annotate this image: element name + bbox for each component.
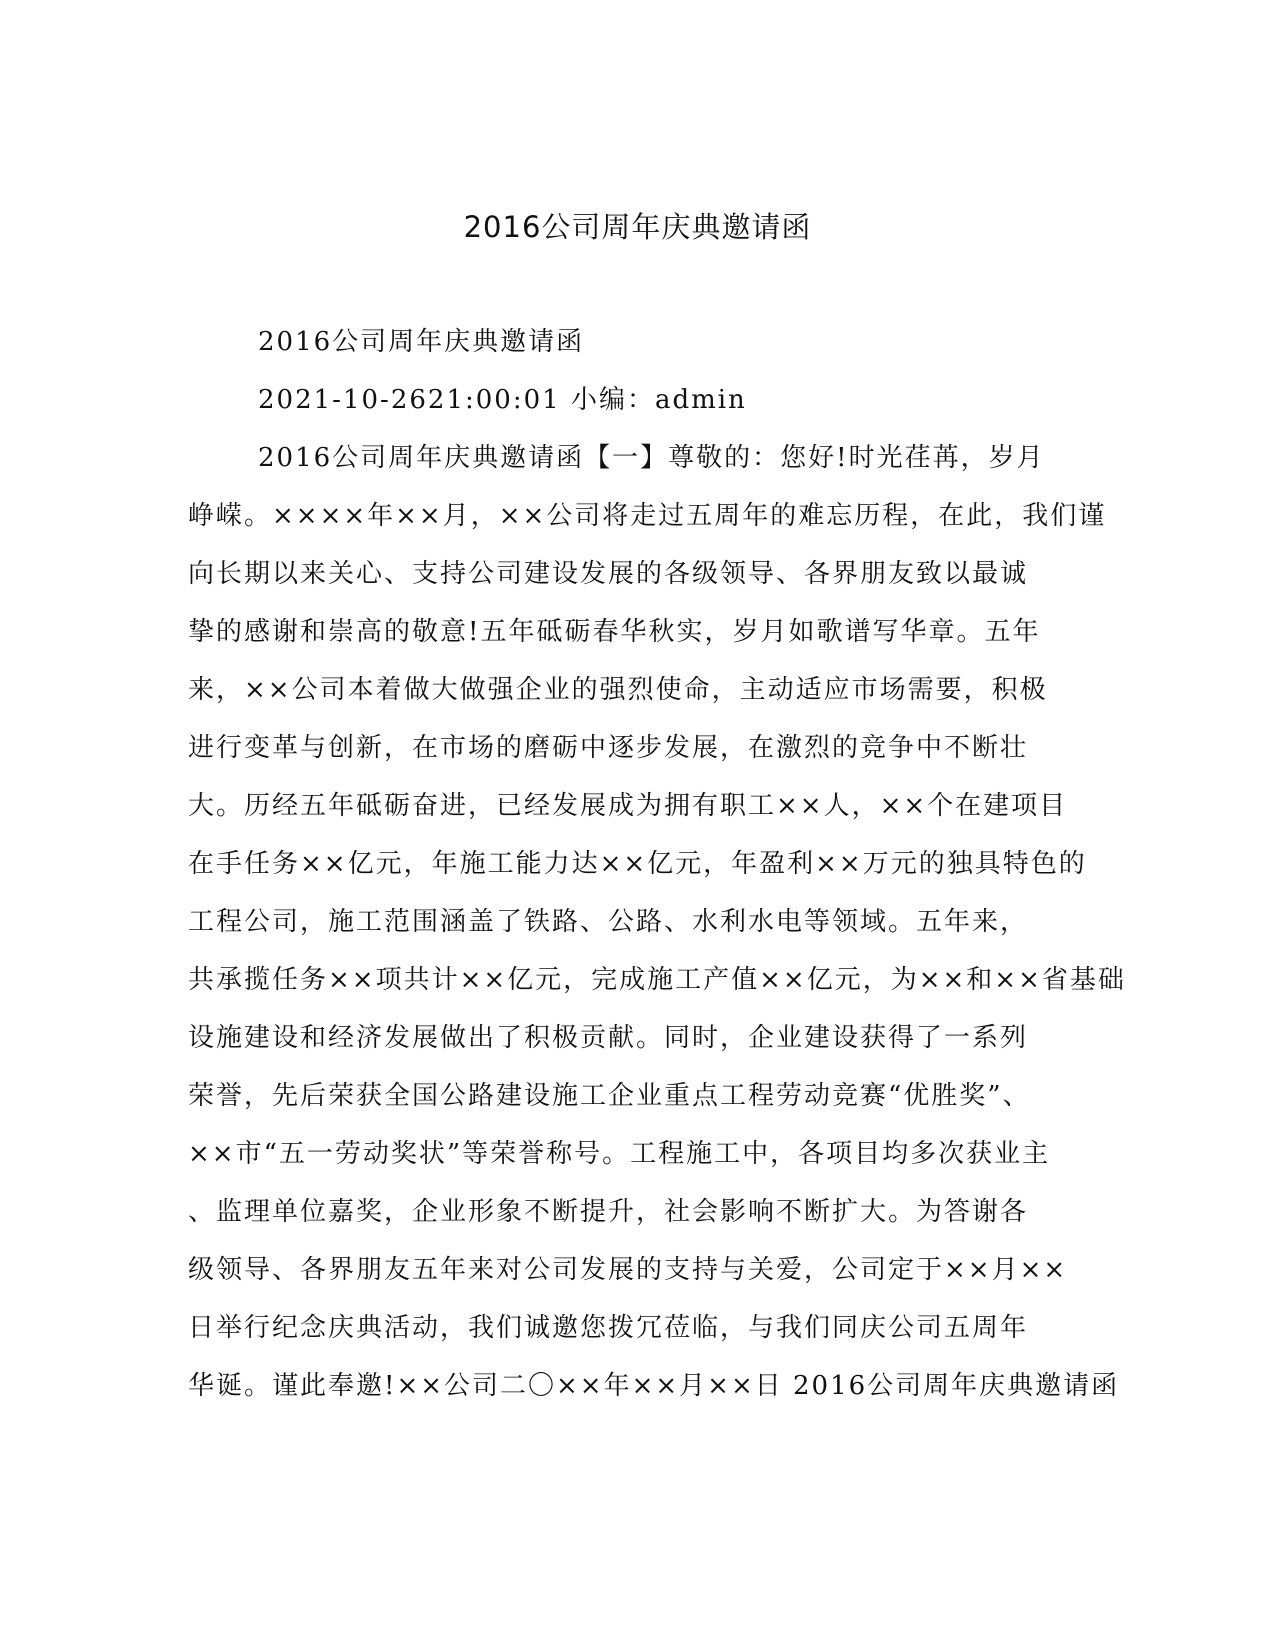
body-line: 华诞。谨此奉邀!××公司二〇××年××月××日 2016公司周年庆典邀请函: [188, 1371, 1120, 1401]
body-line: 挚的感谢和崇高的敬意!五年砥砺春华秋实，岁月如歌谱写华章。五年: [188, 617, 1041, 647]
document-meta-line: 2021-10-2621:00:01 小编：admin: [258, 385, 747, 415]
body-line: ××市“五一劳动奖状”等荣誉称号。工程施工中，各项目均多次获业主: [188, 1139, 1051, 1169]
body-line: 大。历经五年砥砺奋进，已经发展成为拥有职工××人，××个在建项目: [188, 791, 1068, 821]
body-line: 日举行纪念庆典活动，我们诚邀您拨冗莅临，与我们同庆公司五周年: [188, 1313, 1029, 1343]
document-title: 2016公司周年庆典邀请函: [463, 210, 812, 244]
document-subtitle: 2016公司周年庆典邀请函: [258, 327, 585, 357]
body-line: 来，××公司本着做大做强企业的强烈使命，主动适应市场需要，积极: [188, 675, 1048, 705]
body-line: 向长期以来关心、支持公司建设发展的各级领导、各界朋友致以最诚: [188, 559, 1029, 589]
body-line: 进行变革与创新，在市场的磨砺中逐步发展，在激烈的竞争中不断壮: [188, 733, 1029, 763]
body-line: 2016公司周年庆典邀请函【一】尊敬的：您好!时光荏苒，岁月: [258, 443, 1045, 473]
body-line: 峥嵘。××××年××月，××公司将走过五周年的难忘历程，在此，我们谨: [188, 501, 1107, 531]
body-line: 在手任务××亿元，年施工能力达××亿元，年盈利××万元的独具特色的: [188, 849, 1087, 879]
body-line: 级领导、各界朋友五年来对公司发展的支持与关爱，公司定于××月××: [188, 1255, 1068, 1285]
body-line: 工程公司，施工范围涵盖了铁路、公路、水利水电等领域。五年来，: [188, 907, 1029, 937]
body-line: 设施建设和经济发展做出了积极贡献。同时，企业建设获得了一系列: [188, 1023, 1029, 1053]
body-line: 荣誉，先后荣获全国公路建设施工企业重点工程劳动竞赛“优胜奖”、: [188, 1081, 1031, 1111]
body-line: 共承揽任务××项共计××亿元，完成施工产值××亿元，为××和××省基础: [188, 965, 1126, 995]
body-line: 、监理单位嘉奖，企业形象不断提升，社会影响不断扩大。为答谢各: [188, 1197, 1029, 1227]
